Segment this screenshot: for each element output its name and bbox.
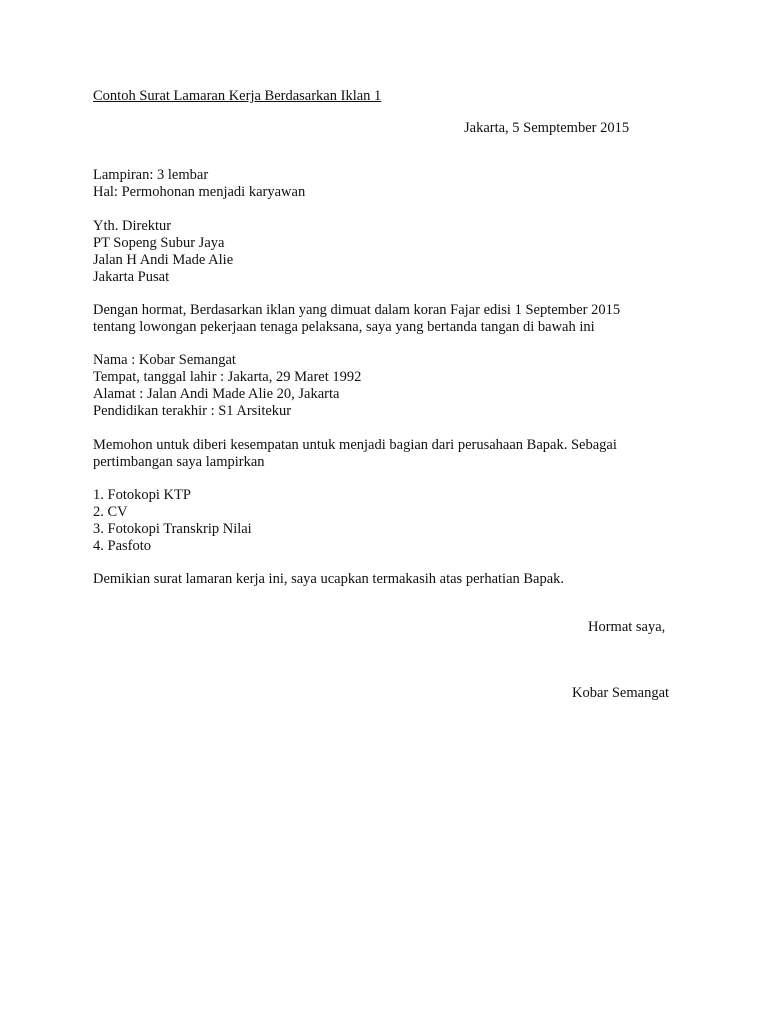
applicant-address: Alamat : Jalan Andi Made Alie 20, Jakarta — [93, 386, 340, 402]
closing-paragraph: Demikian surat lamaran kerja ini, saya ucapkan termakasih atas perhatian Bapak. — [93, 571, 565, 587]
applicant-birth: Tempat, tanggal lahir : Jakarta, 29 Maret 1992 — [93, 369, 362, 385]
letter-title: Contoh Surat Lamaran Kerja Berdasarkan Iklan 1 — [93, 88, 382, 104]
request-line-1: Memohon untuk diberi kesempatan untuk menjadi bagian dari perusahaan Bapak. Sebagai — [93, 437, 617, 453]
attachment-item: 2. CV — [93, 504, 128, 520]
attachment-item: 3. Fotokopi Transkrip Nilai — [93, 521, 252, 537]
opening-line-1: Dengan hormat, Berdasarkan iklan yang dimuat dalam koran Fajar edisi 1 September 2015 — [93, 302, 621, 318]
attachment-item: 1. Fotokopi KTP — [93, 487, 191, 503]
signature-name: Kobar Semangat — [572, 685, 670, 701]
attachment-item: 4. Pasfoto — [93, 538, 151, 554]
applicant-name: Nama : Kobar Semangat — [93, 352, 236, 368]
recipient-line-1: Yth. Direktur — [93, 218, 172, 234]
opening-line-2: tentang lowongan pekerjaan tenaga pelaksana, saya yang bertanda tangan di bawah ini — [93, 319, 595, 335]
applicant-education: Pendidikan terakhir : S1 Arsitekur — [93, 403, 292, 419]
request-line-2: pertimbangan saya lampirkan — [93, 454, 265, 470]
recipient-line-3: Jalan H Andi Made Alie — [93, 252, 234, 268]
subject-line: Hal: Permohonan menjadi karyawan — [93, 184, 306, 200]
recipient-line-2: PT Sopeng Subur Jaya — [93, 235, 225, 251]
attachment-line: Lampiran: 3 lembar — [93, 167, 209, 183]
closing-salutation: Hormat saya, — [588, 619, 666, 635]
recipient-line-4: Jakarta Pusat — [93, 269, 170, 285]
letter-date: Jakarta, 5 Semptember 2015 — [464, 120, 630, 136]
